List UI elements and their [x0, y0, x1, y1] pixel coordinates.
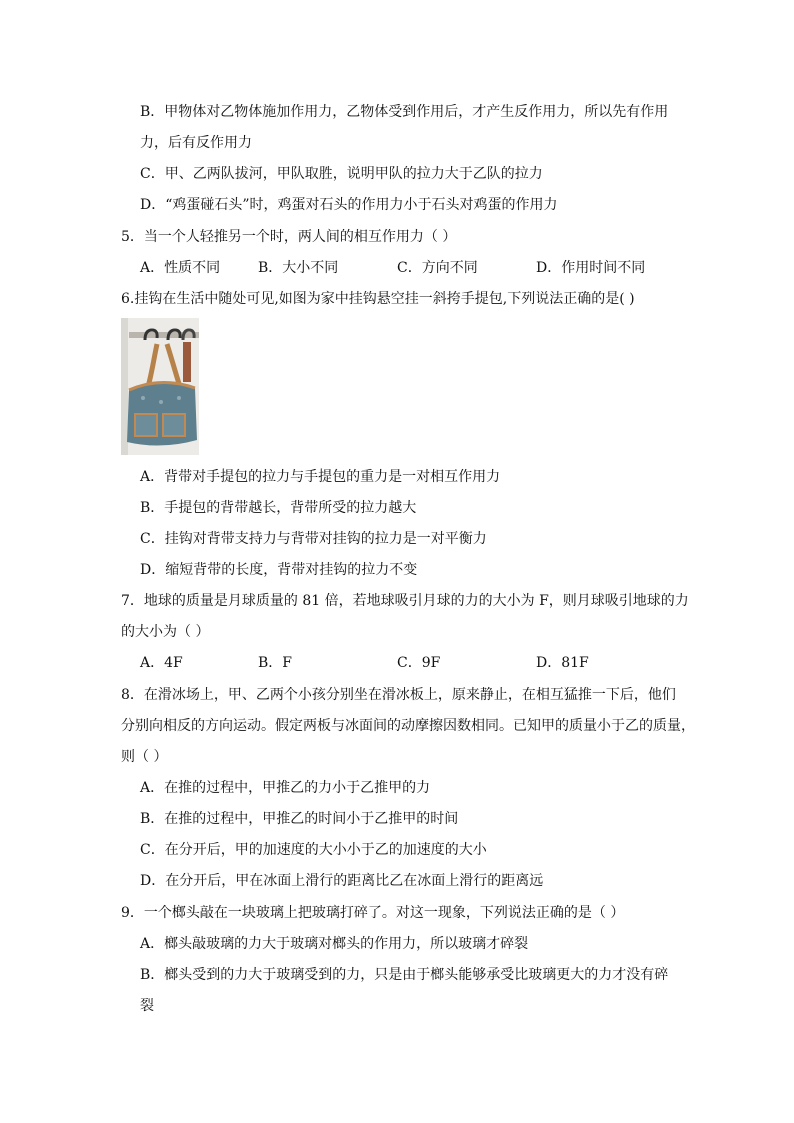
- q8-stem-line3: 则（ ）: [121, 749, 168, 765]
- q4-option-c: C．甲、乙两队拔河，甲队取胜，说明甲队的拉力大于乙队的拉力: [140, 166, 543, 182]
- q8-option-d: D．在分开后，甲在冰面上滑行的距离比乙在冰面上滑行的距离远: [140, 873, 544, 889]
- q5-option-b: B．大小不同: [258, 260, 339, 276]
- q7-option-c: C．9F: [397, 655, 441, 671]
- q9-option-a: A．榔头敲玻璃的力大于玻璃对榔头的作用力，所以玻璃才碎裂: [140, 936, 529, 952]
- q6-option-c: C．挂钩对背带支持力与背带对挂钩的拉力是一对平衡力: [140, 531, 487, 547]
- q6-option-b: B．手提包的背带越长，背带所受的拉力越大: [140, 500, 417, 516]
- q5-option-c: C．方向不同: [397, 260, 478, 276]
- handbag-on-hook-photo: [121, 318, 199, 455]
- q6-option-d: D．缩短背带的长度，背带对挂钩的拉力不变: [140, 562, 418, 578]
- q7-option-d: D．81F: [536, 655, 589, 671]
- q9-option-b-line1: B．榔头受到的力大于玻璃受到的力，只是由于榔头能够承受比玻璃更大的力才没有碎: [140, 967, 669, 983]
- q9-stem: 9．一个榔头敲在一块玻璃上把玻璃打碎了。对这一现象，下列说法正确的是（ ）: [121, 905, 625, 921]
- q4-option-d: D．“鸡蛋碰石头”时，鸡蛋对石头的作用力小于石头对鸡蛋的作用力: [140, 197, 558, 213]
- q6-option-a: A．背带对手提包的拉力与手提包的重力是一对相互作用力: [140, 469, 501, 485]
- q8-option-a: A．在推的过程中，甲推乙的力小于乙推甲的力: [140, 780, 431, 796]
- q7-option-a: A．4F: [140, 655, 183, 671]
- q5-option-d: D．作用时间不同: [536, 260, 646, 276]
- q7-stem-line2: 的大小为（ ）: [121, 624, 210, 640]
- q5-option-a: A．性质不同: [140, 260, 221, 276]
- q6-stem: 6.挂钩在生活中随处可见,如图为家中挂钩悬空挂一斜挎手提包,下列说法正确的是( ): [121, 291, 635, 307]
- q8-option-c: C．在分开后，甲的加速度的大小小于乙的加速度的大小: [140, 842, 487, 858]
- q8-stem-line1: 8．在滑冰场上，甲、乙两个小孩分别坐在滑冰板上，原来静止，在相互猛推一下后，他们: [121, 687, 676, 703]
- q7-option-b: B．F: [258, 655, 293, 671]
- q8-option-b: B．在推的过程中，甲推乙的时间小于乙推甲的时间: [140, 811, 459, 827]
- q8-stem-line2: 分别向相反的方向运动。假定两板与冰面间的动摩擦因数相同。已知甲的质量小于乙的质量，: [121, 718, 695, 734]
- q5-stem: 5．当一个人轻推另一个时，两人间的相互作用力（ ）: [121, 229, 457, 245]
- q4-option-b-line2: 力，后有反作用力: [140, 135, 252, 151]
- q9-option-b-line2: 裂: [140, 998, 154, 1014]
- q4-option-b-line1: B．甲物体对乙物体施加作用力，乙物体受到作用后，才产生反作用力，所以先有作用: [140, 104, 669, 120]
- q7-stem-line1: 7．地球的质量是月球质量的 81 倍，若地球吸引月球的力的大小为 F，则月球吸引地球的力: [121, 593, 689, 609]
